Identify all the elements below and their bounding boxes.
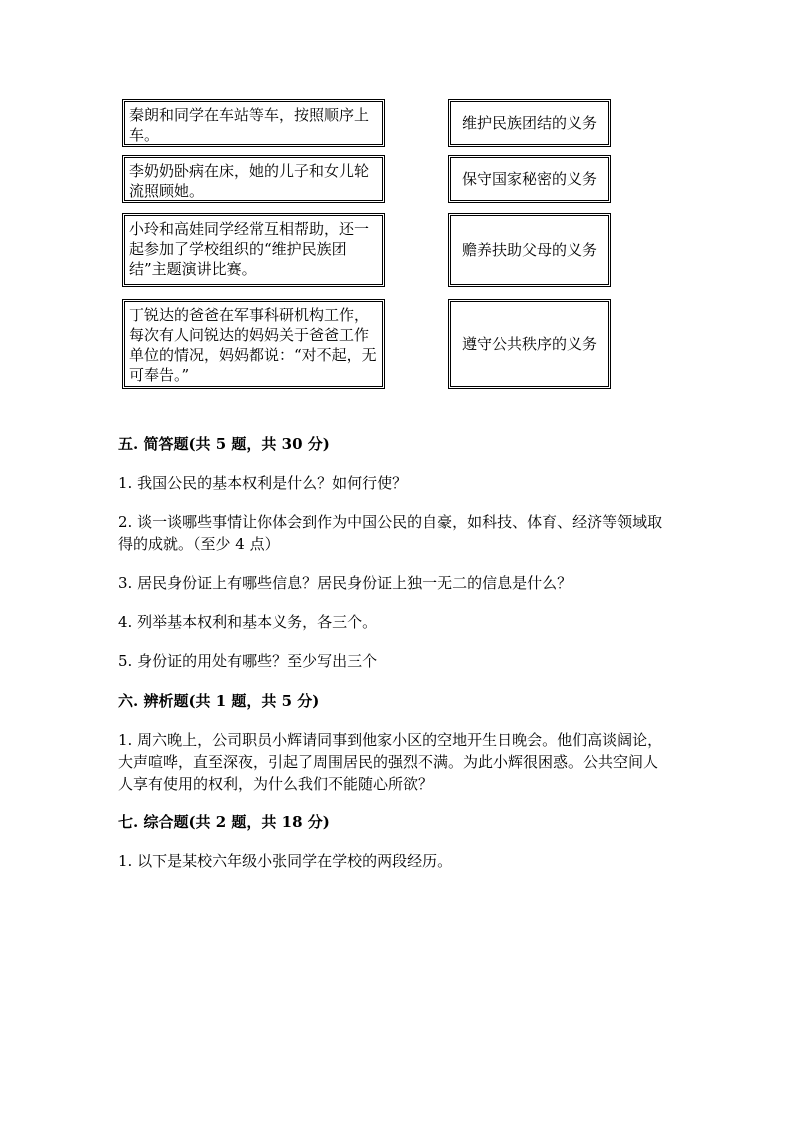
match-left-box-1 [122, 99, 385, 147]
section5-question-3: 3. 居民身份证上有哪些信息？居民身份证上独一无二的信息是什么？ [118, 574, 573, 592]
section5-question-5: 5. 身份证的用处有哪些？至少写出三个 [118, 652, 378, 670]
section5-question-2: 2. 谈一谈哪些事情让你体会到作为中国公民的自豪，如科技、体育、经济等领域取得的成就。（至少 4 点） [118, 513, 663, 553]
match-left-text-2: 李奶奶卧病在床，她的儿子和女儿轮流照顾她。 [129, 162, 370, 200]
section7-question-1: 1. 以下是某校六年级小张同学在学校的两段经历。 [118, 852, 453, 870]
section5-question-1: 1. 我国公民的基本权利是什么？如何行使？ [118, 474, 408, 492]
section7-heading: 七. 综合题(共 2 题，共 18 分) [118, 813, 330, 831]
match-left-text-3: 小玲和高娃同学经常互相帮助，还一起参加了学校组织的“维护民族团结”主题演讲比赛。 [129, 220, 370, 278]
match-right-box-1 [448, 99, 611, 147]
section6-heading: 六. 辨析题(共 1 题，共 5 分) [118, 692, 320, 710]
section5-heading: 五. 简答题(共 5 题，共 30 分) [118, 435, 330, 453]
section5-question-4: 4. 列举基本权利和基本义务，各三个。 [118, 613, 378, 631]
match-left-box-3 [122, 213, 385, 287]
match-right-text-4: 遵守公共秩序的义务 [461, 335, 597, 353]
match-right-box-4 [448, 299, 611, 389]
match-left-text-4: 丁锐达的爸爸在军事科研机构工作，每次有人问锐达的妈妈关于爸爸工作单位的情况，妈妈都说：“对不起，无可奉告。” [129, 306, 377, 384]
section6-question-1: 1. 周六晚上，公司职员小辉请同事到他家小区的空地开生日晚会。他们高谈阔论，大声喧哗，直至深夜，引起了周围居民的强烈不满。为此小辉很困惑。公共空间人人享有使用的权利，为什么我们不能随心所欲？ [118, 731, 663, 793]
match-left-text-1: 秦朗和同学在车站等车，按照顺序上车。 [129, 106, 370, 144]
match-left-box-4 [122, 299, 385, 389]
match-right-text-1: 维护民族团结的义务 [461, 114, 597, 132]
match-right-box-2 [448, 155, 611, 203]
match-right-box-3 [448, 213, 611, 287]
match-right-text-2: 保守国家秘密的义务 [461, 170, 597, 188]
match-right-text-3: 赡养扶助父母的义务 [461, 241, 597, 259]
match-left-box-2 [122, 155, 385, 203]
